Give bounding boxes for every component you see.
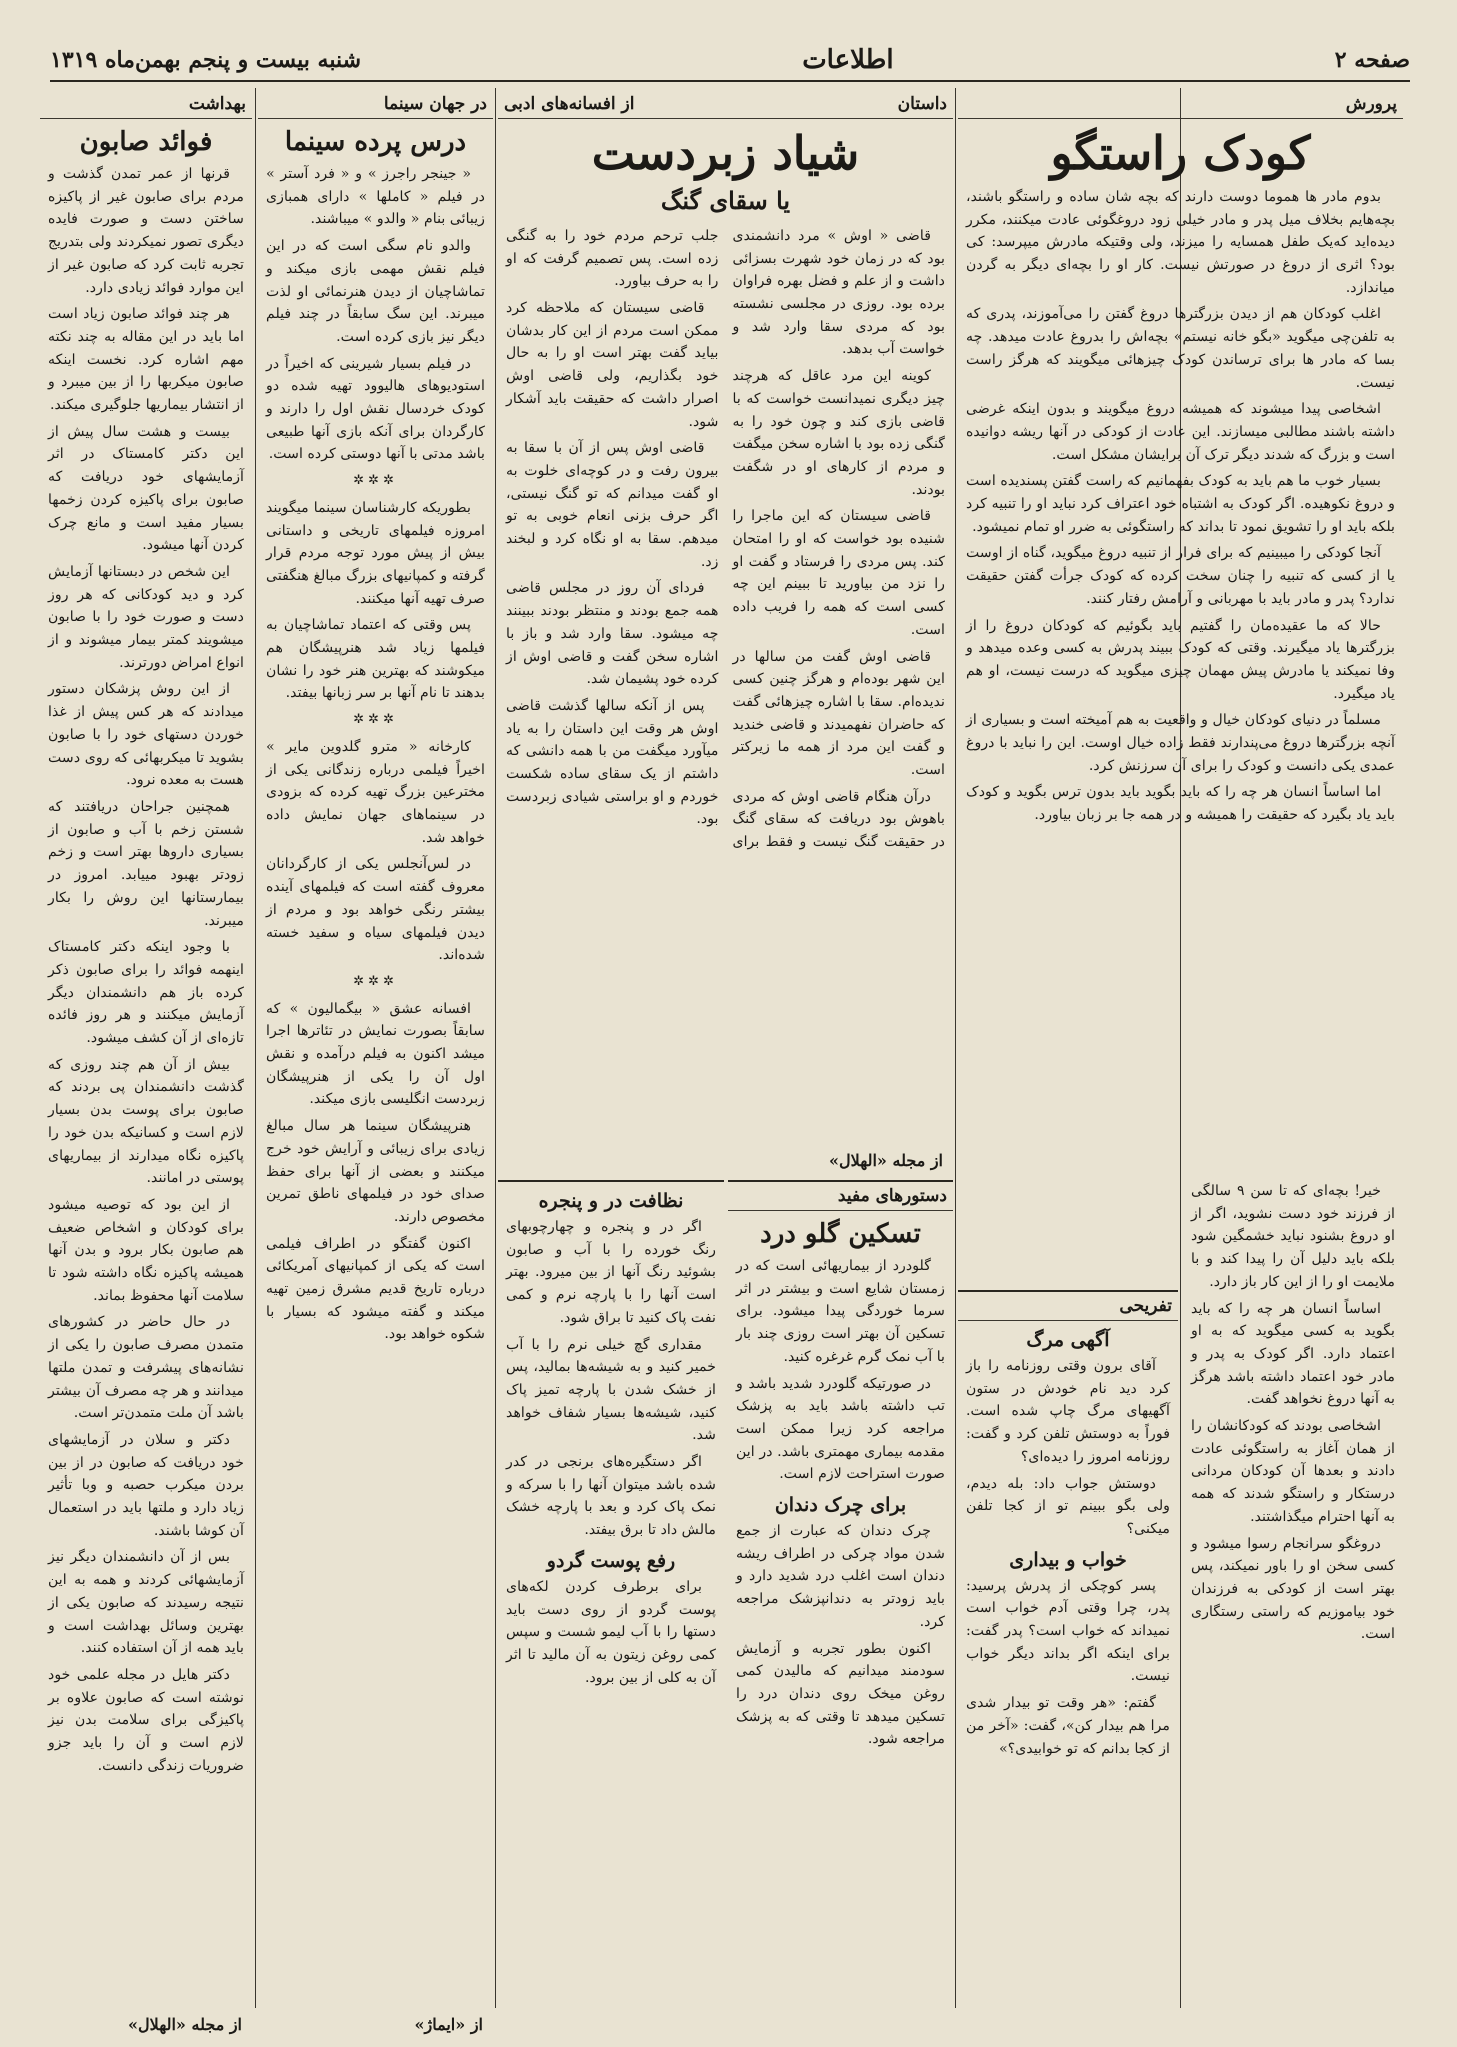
paragraph: بس از آن دانشمندان دیگر نیز آزمایشهائی کردند و همه به این نتیجه رسیدند که صابون یکی از بهترین وسائل بهداشت است و باید همه از آن استفاده کنند. <box>48 1549 244 1657</box>
paragraph: اساساً انسان هر چه را که باید بگوید به کسی میگوید که به او اعتماد دارد. اگر کودک به پدر و مادر خود اعتماد داشته باشد هرگز به آنها دروغ نخواهد گفت. <box>1191 1300 1395 1408</box>
behdasht-column <box>40 90 252 2040</box>
paragraph: مقداری گچ خیلی نرم را با آب خمیر کنید و به شیشه‌ها بمالید، پس از خشک شدن با پارچه تمیز پاک کنید، شیشه‌ها بسیار شفاف خواهد شد. <box>506 1336 716 1444</box>
article-body <box>728 1255 953 1486</box>
paragraph: پس وقتی که اعتماد تماشاچیان به فیلمها زیاد شد هنرپیشگان هم میکوشند که بهترین هنر خود را نشان بدهند تا نام آنها بر سر زبانها بیفتد. <box>266 617 485 702</box>
paragraph: « جینجر راجرز » و « فرد آستر » در فیلم « کاملها » دارای همبازی زیبائی بنام « والدو » میباشند. <box>266 166 485 228</box>
article-body <box>958 1355 1178 1541</box>
paragraph: در حال حاضر در کشورهای متمدن مصرف صابون را یکی از نشانه‌های پیشرفت و تمدن ملتها میدانند و هر چه مصرف آن بیشتر باشد آن ملت متمدن‌تر است. <box>48 1314 244 1422</box>
paragraph: والدو نام سگی است که در این فیلم نقش مهمی بازی میکند و تماشاچیان از دیدن هنرنمائی او لذت میبرند. این سگ سابقاً در چند فیلم دیگر نیز بازی کرده است. <box>266 238 485 345</box>
paragraph: حالا که ما عقیده‌مان را گفتیم باید بگوئیم که کودکان دروغ را از بزرگترها یاد میگیرند. وقتی که کودک ببیند پدرش به کسی وعده میدهد و وفا نمیکند یا مادرش پیش مهمان چیزی میگوید که درست نیست، او هم یاد میگیرد. <box>966 617 1395 702</box>
dastan-column <box>498 90 953 1170</box>
column-rule <box>955 88 956 2008</box>
article-body <box>498 1216 724 1542</box>
paragraph: از این بود که توصیه میشود برای کودکان و اشخاص ضعیف هم صابون بکار برود و بدن آنها همیشه پاکیزه نگاه داشته شود تا سلامت آنها محفوظ بماند. <box>48 1196 244 1304</box>
paragraph: بطوریکه کارشناسان سینما میگویند امروزه فیلمهای تاریخی و داستانی بیش از پیش مورد توجه مردم قرار گرفته و کمپانیهای بزرگ مبالغ هنگفتی صرف تهیه آنها میکنند. <box>266 499 485 607</box>
article-title: نظافت در و پنجره <box>538 1190 684 1212</box>
paragraph: در صورتیکه گلودرد شدید باشد و تب داشته باشد باید به پزشک مراجعه کرد زیرا ممکن است مقدمه بیماری مهمتری باشد. در این صورت استراحت لازم است. <box>736 1375 945 1483</box>
nezafat-box <box>498 1180 724 2012</box>
article-body <box>958 1575 1178 1761</box>
parvaresh-column <box>958 90 1403 1170</box>
article-title: رفع پوست گردو <box>546 1549 676 1572</box>
paragraph: آنجا کودکی را میبینیم که برای فرار از تنبیه دروغ میگوید، گناه از اوست یا از کسی که تنبیه را چنان سخت کرده که کودک جرأت گفتن حقیقت ندارد؟ پدر و مادر باید با مهربانی و آرامش رفتار کنند. <box>966 545 1395 607</box>
paragraph: هر چند فوائد صابون زیاد است اما باید در این مقاله به چند نکته مهم اشاره کرد. نخست اینکه صابون میکربها را از بین میبرد و از انتشار بیماریها جلوگیری میکند. <box>48 306 244 414</box>
paragraph: چرک دندان که عبارت از جمع شدن مواد چرکی در اطراف ریشه دندان است اغلب درد شدید دارد و باید زودتر به دندانپزشک مراجعه کرد. <box>736 1523 945 1630</box>
paragraph: همچنین جراحان دریافتند که شستن زخم با آب و صابون از بسیاری داروها بهتر است و زخم زودتر بهبود مییابد. امروز در بیمارستانها این روش را بکار میبرند. <box>48 798 244 929</box>
article-title: فوائد صابون <box>79 127 213 157</box>
paragraph: پس از آنکه سالها گذشت قاضی اوش هر وقت این داستان را به یاد میآورد میگفت من با همه دانشی که داشتم از یک سقای ساده شکست خوردم و او براستی شیادی زبردست بود. <box>506 697 719 828</box>
paragraph: اغلب کودکان هم از دیدن بزرگترها دروغ گفتن را می‌آموزند، پدری که به تلفن‌چی میگوید «بگو خانه نیستم» بچه‌اش را بدروغ عادت میدهد. چه بسا که مادر ها برای ترساندن کودک چیزهائی میگویند که هرگز راست نیست. <box>966 306 1395 391</box>
tafrihi-box <box>958 1290 1178 2012</box>
paragraph: خیر! بچه‌ای که تا سن ۹ سالگی از فرزند خود دست نشوید، اگر از او دروغ بشنود نباید خشمگین شود بلکه باید دلیل آن را پیدا کند و با ملایمت او را از این کار باز دارد. <box>1191 1183 1395 1290</box>
article-signature: از مجله «الهلال» <box>128 2015 242 2034</box>
article-body <box>1183 1180 1403 1646</box>
paragraph: فردای آن روز در مجلس قاضی همه جمع بودند و منتظر بودند ببینند چه میشود. سقا وارد شد و باز با اشاره سخن گفت و قاضی اوش از کرده خود پشیمان شد. <box>506 580 719 688</box>
paragraph: قاضی « اوش » مرد دانشمندی بود که در زمان خود شهرت بسزائی داشت و از علم و فضل بهره فراوان برده بود. روزی در مجلسی نشسته بود که مردی سقا وارد شد و خواست آب بدهد. <box>732 227 945 358</box>
paragraph: گفتم: «هر وقت تو بیدار شدی مرا هم بیدار کن»، گفت: «آخر من از کجا بدانم که تو خوابیدی؟» <box>966 1695 1170 1757</box>
paragraph: بیش از آن هم چند روزی که گذشت دانشمندان پی بردند که صابون برای پوست بدن بسیار لازم است و کسانیکه بدن خود را پاکیزه نگاه میدارند از بیماریهای پوستی در امانند. <box>48 1056 244 1187</box>
article-signature: از مجله «الهلال» <box>829 1151 943 1170</box>
paragraph: کارخانه « مترو گلدوین مایر » اخیراً فیلمی درباره زندگانی یکی از مخترعین بزرگ تهیه کرده که بزودی در سینماهای جهان نمایش داده خواهد شد. <box>266 738 485 846</box>
paragraph: درآن هنگام قاضی اوش که مردی باهوش بود دریافت که سقای گنگ در حقیقت گنگ نیست و فقط برای جلب ترحم مردم خود را به گنگی زده است. پس تصمیم گرفت که او را به حرف بیاورد. <box>506 227 945 851</box>
article-body <box>958 186 1403 827</box>
paragraph: اکنون بطور تجربه و آزمایش سودمند میدانیم که مالیدن کمی روغن میخک روی دندان درد را تسکین میدهد تا وقتی که به پزشک مراجعه شود. <box>736 1640 945 1748</box>
article-subtitle: یا سقای گنگ <box>660 185 791 215</box>
article-body <box>498 1576 724 1690</box>
section-label: پرورش <box>958 90 1403 119</box>
article-title: درس پرده سینما <box>284 127 467 157</box>
paragraph: اگر در و پنجره و چهارچوبهای رنگ خورده را با آب و صابون بشوئید رنگ آنها از بین میرود. بهتر است آنها را با پارچه نرم و کمی نفت پاک کنید تا براق شود. <box>506 1219 716 1326</box>
paragraph: کوینه این مرد عاقل که هرچند چیز دیگری نمیدانست خواست که با قاضی بازی کند و چون خود را به گنگی زده بود با اشاره سخن میگفت و مردم از کارهای او در شگفت بودند. <box>732 368 945 498</box>
paragraph: قاضی اوش پس از آن با سقا به بیرون رفت و در کوچه‌ای خلوت به او گفت میدانم که تو گنگ نیستی، اگر حرف بزنی انعام خوبی به تو میدهم. سقا به او نگاه کرد و لبخند زد. <box>506 440 719 570</box>
section-label: دستورهای مفید <box>728 1182 953 1211</box>
issue-date: شنبه بیست و پنجم بهمن‌ماه ۱۳۱۹ <box>50 47 362 73</box>
paragraph: مسلماً در دنیای کودکان خیال و واقعیت به هم آمیخته است و بسیاری از آنچه بزرگترها دروغ می‌پندارند فقط زاده خیال اوست. این را نباید با دروغ عمدی یکی دانست و کودک را برای آن سرزنش کرد. <box>966 712 1395 774</box>
article-signature: از «ایماژ» <box>414 2015 483 2034</box>
article-title: شیاد زبردست <box>591 126 860 180</box>
article-body <box>40 163 252 1778</box>
paragraph: از این روش پزشکان دستور میدادند که هر کس پیش از غذا خوردن دستهای خود را با صابون بشوید تا میکربهائی که روی دست هست به معده نرود. <box>48 681 244 789</box>
paragraph: دکتر هایل در مجله علمی خود نوشته است که صابون علاوه بر پاکیزگی برای سلامت بدن نیز لازم است و آن را باید جزو ضروریات زندگی دانست. <box>48 1667 244 1774</box>
parvaresh-continuation <box>1183 1180 1403 2010</box>
article-subtitle: برای چرک دندان <box>774 1494 907 1517</box>
article-title: تسکین گلو درد <box>760 1219 921 1249</box>
separator-stars: ✲✲✲ <box>353 712 398 728</box>
separator-stars: ✲✲✲ <box>353 473 398 489</box>
paragraph: اشخاصی پیدا میشوند که همیشه دروغ میگویند و بدون اینکه غرضی داشته باشند مطالبی میسازند. این عادت از کودکی در آنها ریشه دوانیده است و بزرگ که شدند دیگر ترک آن برایشان مشکل است. <box>966 401 1395 463</box>
paragraph: هنرپیشگان سینما هر سال مبالغ زیادی برای زیبائی و آرایش خود خرج میکنند و بعضی از آنها برای حفظ صدای خود در فیلمهای ناطق تمرین مخصوص دارند. <box>266 1118 485 1225</box>
paragraph: دکتر و سلان در آزمایشهای خود دریافت که صابون در از بین بردن میکرب حصبه و وبا تأثیر زیاد دارد و ملتها باید در استعمال آن کوشا باشند. <box>48 1431 244 1539</box>
paragraph: بیست و هشت سال پیش از این دکتر کامستاک در اثر آزمایشهای خود دریافت که صابون برای پاکیزه کردن زخمها بسیار مفید است و مانع چرک کردن آنها میشود. <box>48 423 244 554</box>
separator-stars: ✲✲✲ <box>353 973 398 989</box>
paragraph: قاضی سیستان که ملاحظه کرد ممکن است مردم از این کار بدشان بیاید گفت بهتر است او را به حال خود بگذاریم، ولی قاضی اوش اصرار داشت که حقیقت باید آشکار شود. <box>506 300 719 430</box>
section-label: بهداشت <box>40 90 252 119</box>
article-body <box>728 1520 953 1751</box>
section-label: در جهان سینما <box>258 90 493 119</box>
article-title: آگهی مرگ <box>1026 1329 1110 1351</box>
section-header <box>498 90 953 119</box>
paragraph: آقای برون وقتی روزنامه را باز کرد دید نام خودش در ستون آگهیهای مرگ چاپ شده است. فوراً به دوستش تلفن کرد و گفت: روزنامه امروز را دیده‌ای؟ <box>966 1358 1170 1465</box>
column-rule <box>495 88 496 2008</box>
page-number: صفحه ۲ <box>1334 47 1410 73</box>
paragraph: افسانه عشق « بیگمالیون » که سابقاً بصورت نمایش در تئاترها اجرا میشد اکنون به فیلم درآمده و نقش اول آن را یکی از هنرپیشگان زبردست انگلیسی بازی میکند. <box>266 1000 485 1108</box>
paragraph: قاضی سیستان که این ماجرا را شنیده بود خواست که او را امتحان کند. پس مردی را فرستاد و گفت او را نزد من بیاورید تا ببینم این چه کسی است که همه را فریب داده است. <box>732 508 945 638</box>
column-rule <box>255 88 256 2008</box>
paragraph: اما اساساً انسان هر چه را که باید بگوید باید بدون ترس بگوید و کودک باید یاد بگیرد که حقیقت را همیشه و در همه جا بر زبان بیاورد. <box>966 784 1395 824</box>
paragraph: دروغگو سرانجام رسوا میشود و کسی سخن او را باور نمیکند، پس بهتر است از کودکی به فرزندان خود بیاموزیم که راستی رستگاری است. <box>1191 1535 1395 1643</box>
section-label: تفریحی <box>958 1292 1178 1321</box>
paragraph: در فیلم بسیار شیرینی که اخیراً در استودیوهای هالیوود تهیه شده دو کودک خردسال نقش اول را دارند و کارگردان برای آنکه بازی آنها طبیعی باشد مدتی با آنها دوستی کرده است. <box>266 355 485 463</box>
paragraph: بسیار خوب ما هم باید به کودک بفهمانیم که راست گفتن پسندیده است و دروغ نکوهیده. اگر کودک به اشتباه خود اعتراف کرد نباید او را تنبیه کرد بلکه باید او را تشویق نمود تا بداند که راستگوئی به ضرر او تمام نمیشود. <box>966 473 1395 535</box>
paragraph: گلودرد از بیماریهائی است که در زمستان شایع است و بیشتر در اثر سرما خوردگی پیدا میشود. برای تسکین آن بهتر است روزی چند بار با آب نمک گرم غرغره کنید. <box>736 1258 945 1365</box>
article-title: کودک راستگو <box>1050 126 1311 180</box>
paragraph: برای برطرف کردن لکه‌های پوست گردو از روی دست باید دستها را با آب لیمو شست و سپس کمی روغن زیتون به آن مالید تا اثر آن به کلی از بین برود. <box>506 1578 716 1686</box>
cinema-column <box>258 90 493 2040</box>
paragraph: بدوم مادر ها هموما دوست دارند که بچه شان ساده و راستگو باشند، بچه‌هایم بخلاف میل پدر و مادر خیلی زود دروغگوئی عادت میکنند، مکرر دیده‌اید که‌یک طفل همسایه را میزند، ولی وقتیکه مادرش میپرسد: کی بود؟ اثری از دروغ در صورتش نیست. کار او را بچه‌ای دیگر به گردن میاندازد. <box>966 188 1395 296</box>
article-body <box>498 225 953 854</box>
dastoor-box <box>728 1180 953 2012</box>
paragraph: با وجود اینکه دکتر کامستاک اینهمه فوائد را برای صابون ذکر کرده باز هم دانشمندان دیگر آزمایش میکنند و هر روز فائده تازه‌ای از آن کشف میشود. <box>48 939 244 1047</box>
paragraph: اگر دستگیره‌های برنجی در کدر شده باشد میتوان آنها را با سرکه و نمک پاک کرد و بعد با پارچه خشک مالش داد تا برق بیفتد. <box>506 1454 716 1539</box>
paper-name: اطلاعات <box>802 45 894 75</box>
section-label: داستان <box>897 94 947 114</box>
paragraph: دوستش جواب داد: بله دیدم، ولی بگو ببینم تو از کجا تلفن میکنی؟ <box>966 1475 1170 1537</box>
paragraph: قرنها از عمر تمدن گذشت و مردم برای صابون غیر از پاکیزه ساختن دست و صورت فایده دیگری تصور نمیکردند ولی بتدریج تجربه ثابت کرد که صابون غیر از این موارد فوائد زیادی دارد. <box>48 166 244 296</box>
paragraph: اشخاصی بودند که کودکانشان را از همان آغاز به راستگوئی عادت دادند و بعدها آن کودکان مردانی درستکار و راستگو شدند که همه به آنها احترام میگذاشتند. <box>1191 1418 1395 1525</box>
section-label: از افسانه‌های ادبی <box>504 94 635 114</box>
masthead <box>50 40 1410 82</box>
paragraph: قاضی اوش گفت من سالها در این شهر بوده‌ام و هرگز چنین کسی ندیده‌ام. سقا با اشاره چیزهائی گفت که حاضران نفهمیدند و قاضی خندید و گفت این مرد از همه ما زیرکتر است. <box>732 648 945 779</box>
dastan-signature-box <box>498 1145 953 1175</box>
article-body <box>258 163 493 1346</box>
paragraph: این شخص در دبستانها آزمایش کرد و دید کودکانی که هر روز دست و صورت خود را با صابون میشویند کمتر بیمار میشوند و از انواع امراض دورترند. <box>48 563 244 671</box>
paragraph: پسر کوچکی از پدرش پرسید: پدر، چرا وقتی آدم خواب است نمیداند که خواب است؟ پدر گفت: برای اینکه اگر بداند دیگر خواب نیست. <box>966 1577 1170 1685</box>
paragraph: در لس‌آنجلس یکی از کارگردانان معروف گفته است که فیلمهای آینده بیشتر رنگی خواهد بود و مردم از دیدن فیلمهای سیاه و سفید خسته شده‌اند. <box>266 856 485 964</box>
article-subtitle: خواب و بیداری <box>1009 1548 1127 1571</box>
paragraph: اکنون گفتگو در اطراف فیلمی است که یکی از کمپانیهای آمریکائی درباره تاریخ قدیم مشرق زمین تهیه میکند و گفته میشود که بسیار با شکوه خواهد بود. <box>266 1235 485 1343</box>
